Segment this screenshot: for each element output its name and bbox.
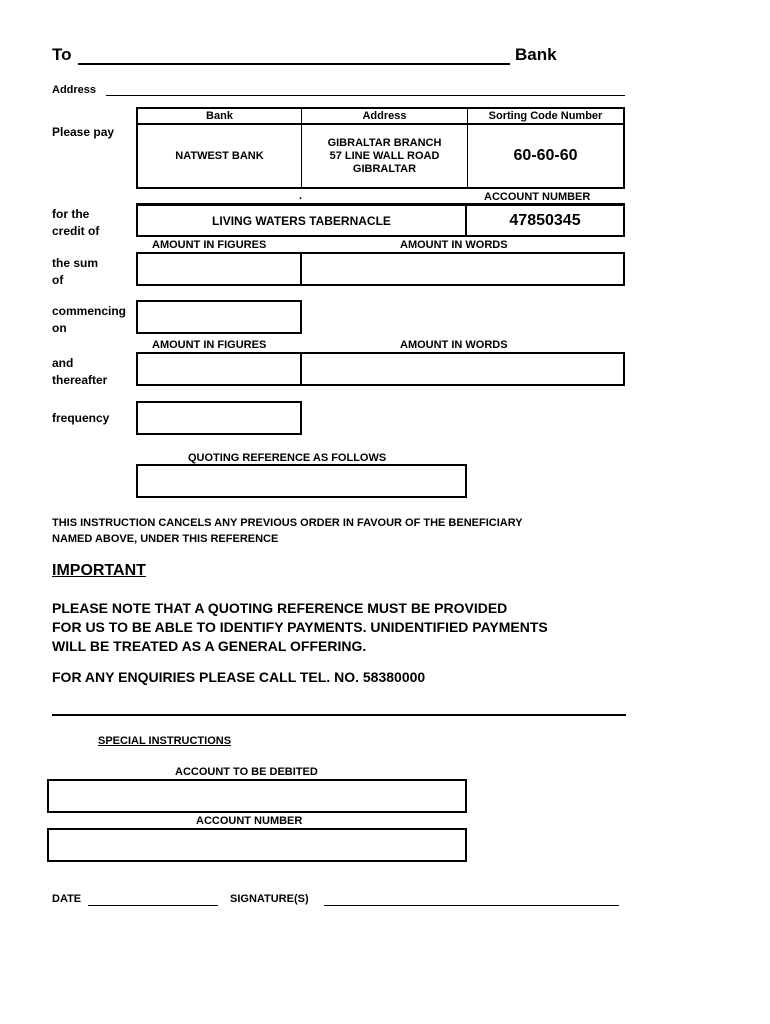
date-label: DATE [52, 893, 82, 905]
sum-words-label: AMOUNT IN WORDS [400, 239, 508, 251]
important-heading: IMPORTANT [52, 562, 146, 579]
payee-bank-address: GIBRALTAR BRANCH 57 LINE WALL ROAD GIBRALTAR [327, 136, 442, 175]
beneficiary-box [136, 204, 467, 237]
frequency-label: frequency [52, 411, 110, 425]
address-label: Address [52, 84, 97, 96]
commencing-label: commencing on [52, 304, 127, 335]
to-label: To [52, 45, 72, 64]
signature-label: SIGNATURE(S) [230, 893, 309, 905]
reference-label: QUOTING REFERENCE AS FOLLOWS [188, 452, 387, 464]
col-sorting-header: Sorting Code Number [488, 110, 603, 122]
signature-line[interactable] [324, 905, 619, 906]
bank-name-line[interactable] [78, 63, 510, 65]
commencing-date-field[interactable] [136, 300, 302, 334]
payee-table [136, 107, 625, 189]
enquiries-text: FOR ANY ENQUIRIES PLEASE CALL TEL. NO. 58380000 [52, 669, 426, 685]
sum-label: the sum of [52, 256, 99, 287]
account-debited-label: ACCOUNT TO BE DEBITED [175, 766, 318, 778]
bank-label: Bank [515, 45, 557, 64]
important-notice: PLEASE NOTE THAT A QUOTING REFERENCE MUST BE PROVIDED FOR US TO BE ABLE TO IDENTIFY PAYMENTS. UNIDENTIFIED PAYMENTS WILL BE TREATED AS A GENERAL OFFERING. [52, 600, 548, 654]
account-debited-field[interactable] [47, 779, 467, 813]
payee-sorting-code: 60-60-60 [513, 147, 578, 164]
sum-figures-field[interactable] [136, 252, 302, 286]
sum-figures-label: AMOUNT IN FIGURES [152, 239, 267, 251]
thereafter-label: and thereafter [52, 356, 108, 387]
thereafter-figures-field[interactable] [136, 352, 302, 386]
thereafter-words-field[interactable] [300, 352, 625, 386]
beneficiary-name: LIVING WATERS TABERNACLE [212, 213, 391, 228]
col-address-header: Address [362, 110, 407, 122]
credit-label: for the credit of [52, 207, 100, 238]
debit-account-number-field[interactable] [47, 828, 467, 862]
account-number-box [465, 204, 625, 237]
debit-account-number-label: ACCOUNT NUMBER [196, 815, 303, 827]
thereafter-figures-label: AMOUNT IN FIGURES [152, 339, 267, 351]
address-line[interactable] [106, 95, 625, 96]
cancel-notice: THIS INSTRUCTION CANCELS ANY PREVIOUS ORDER IN FAVOUR OF THE BENEFICIARY NAMED ABOVE, UNDER THIS REFERENCE [52, 517, 523, 545]
sum-words-field[interactable] [300, 252, 625, 286]
dot-mark: . [299, 190, 303, 202]
account-number-label: ACCOUNT NUMBER [484, 191, 591, 203]
thereafter-words-label: AMOUNT IN WORDS [400, 339, 508, 351]
please-pay-label: Please pay [52, 125, 115, 139]
date-line[interactable] [88, 905, 218, 906]
reference-field[interactable] [136, 464, 467, 498]
payee-bank-name: NATWEST BANK [175, 150, 264, 162]
frequency-field[interactable] [136, 401, 302, 435]
account-number-value: 47850345 [509, 211, 581, 229]
col-bank-header: Bank [206, 110, 233, 122]
special-instructions-heading: SPECIAL INSTRUCTIONS [98, 735, 232, 747]
section-divider [52, 714, 626, 716]
